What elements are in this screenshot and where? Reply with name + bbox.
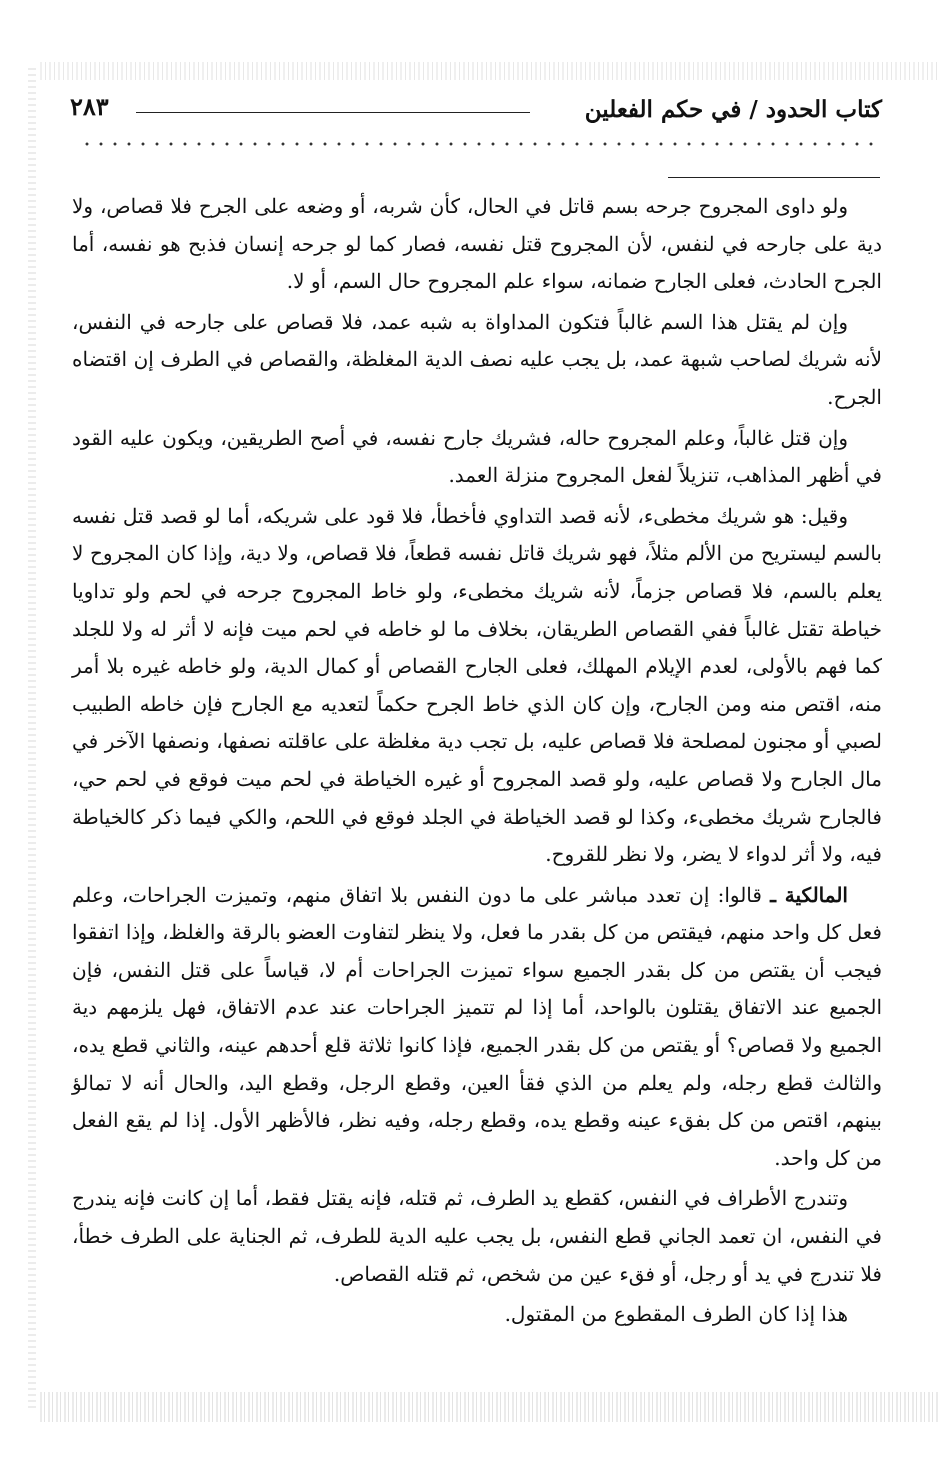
page-number: ٢٨٣ [70,92,109,121]
paragraph-3: وإن قتل غالباً، وعلم المجروح حاله، فشريك جارح نفسه، في أصح الطريقين، ويكون عليه القود في أظهر المذاهب، تنزيلاً لفعل المجروح منزلة العمد. [72,425,882,488]
madhhab-heading: المالكية ـ [770,882,848,907]
paragraph-4: وقيل: هو شريك مخطىء، لأنه قصد التداوي فأخطأ، فلا قود على شريكه، أما لو قصد قتل نفسه بالسم ليستريح من الألم مثلاً، فهو شريك قاتل نفسه قطعاً، فلا قصاص، ولا دية، وإذا كان المجروح لا يعلم بالسم، فلا قصاص جزماً، لأنه شريك مخطىء، ولو خاط المجروح جرحه في لحم ولو تداويا خياطة تقتل غالباً ففي القصاص الطريقان، بخلاف ما لو خاطه في لحم ميت فإنه لا أثر له ولا للجلد كما فهم بالأولى، لعدم الإيلام المهلك، فعلى الجارح القصاص أو كمال الدية، ولو خاطه غيره بلا أمر منه، اقتص منه ومن الجارح، وإن كان الذي خاط الجرح حكماً لتعديه مع الجارح فإن خاطه الطبيب لصبي أو مجنون لمصلحة فلا قصاص عليه، بل تجب دية مغلظة على عاقلته نصفها، ونصفها الآخر في مال الجارح ولا قصاص عليه، ولو قصد المجروح أو غيره الخياطة في لحم ميت فوقع في لحم حي، فالجارح شريك مخطىء، وكذا لو قصد الخياطة في الجلد فوقع في اللحم، والكي فيما ذكر كالخياطة فيه، ولا أثر لدواء لا يضر، ولا نظر للقروح. [72,503,882,867]
scan-noise-bottom [40,1392,940,1422]
paragraph-7: هذا إذا كان الطرف المقطوع من المقتول. [504,1302,848,1327]
dotted-divider [80,142,880,146]
page-header [70,86,882,130]
scan-noise-left [28,68,36,1408]
scan-noise-top [40,62,940,80]
paragraph-5-text: قالوا: إن تعدد مباشر على ما دون النفس بلا اتفاق منهم، وتميزت الجراحات، وعلم فعل كل واحد منهم، فيقتص من كل بقدر ما فعل، ولا ينظر لتفاوت العضو بالرقة والغلظ، وإذا اتفقوا فيجب أن يقتص من كل بقدر الجميع سواء تميزت الجراحات أم لا، قياساً على قتل النفس، فإن الجميع عند الاتفاق يقتلون بالواحد، أما إذا لم تتميز الجراحات عند عدم الاتفاق، فهل يلزمهم دية الجميع ولا قصاص؟ أو يقتص من كل بقدر الجميع، فإذا كانوا ثلاثة قلع أحدهم عينه، والثاني قطع يده، والثالث قطع رجله، ولم يعلم من الذي فقأ العين، وقطع الرجل، وقطع اليد، والحال أنه لا تمالؤ بينهم، اقتص من كل بفقء عينه وقطع يده، وقطع رجله، وفيه نظر، فالأظهر الأول. إذا لم يقع الفعل من كل واحد. [72,882,882,1170]
paragraph-5 [72,877,882,1178]
running-title: كتاب الحدود / في حكم الفعلين [584,96,882,123]
section-rule [668,177,880,178]
header-rule [136,112,530,113]
main-text [72,188,882,1337]
paragraph-1: ولو داوى المجروح جرحه بسم قاتل في الحال، كأن شربه، أو وضعه على الجرح فلا قصاص، ولا دية على جارحه في لنفس، لأن المجروح قتل نفسه، فصار كما لو جرحه إنسان فذبح هو نفسه، أما الجرح الحادث، فعلى الجارح ضمانه، سواء علم المجروح حال السم، أو لا. [72,194,882,294]
paragraph-6: وتندرج الأطراف في النفس، كقطع يد الطرف، ثم قتله، فإنه يقتل فقط، أما إن كانت فإنه يندرج في النفس، ان تعمد الجاني قطع النفس، بل يجب عليه الدية للطرف، ثم الجناية على الطرف خطأ، فلا تندرج في يد أو رجل، أو فقء عين من شخص، ثم قتله القصاص. [72,1186,882,1286]
paragraph-2: وإن لم يقتل هذا السم غالباً فتكون المداواة به شبه عمد، فلا قصاص على جارحه في النفس، لأنه شريك لصاحب شبهة عمد، بل يجب عليه نصف الدية المغلظة، والقصاص في الطرف إن اقتضاه الجرح. [72,309,882,409]
